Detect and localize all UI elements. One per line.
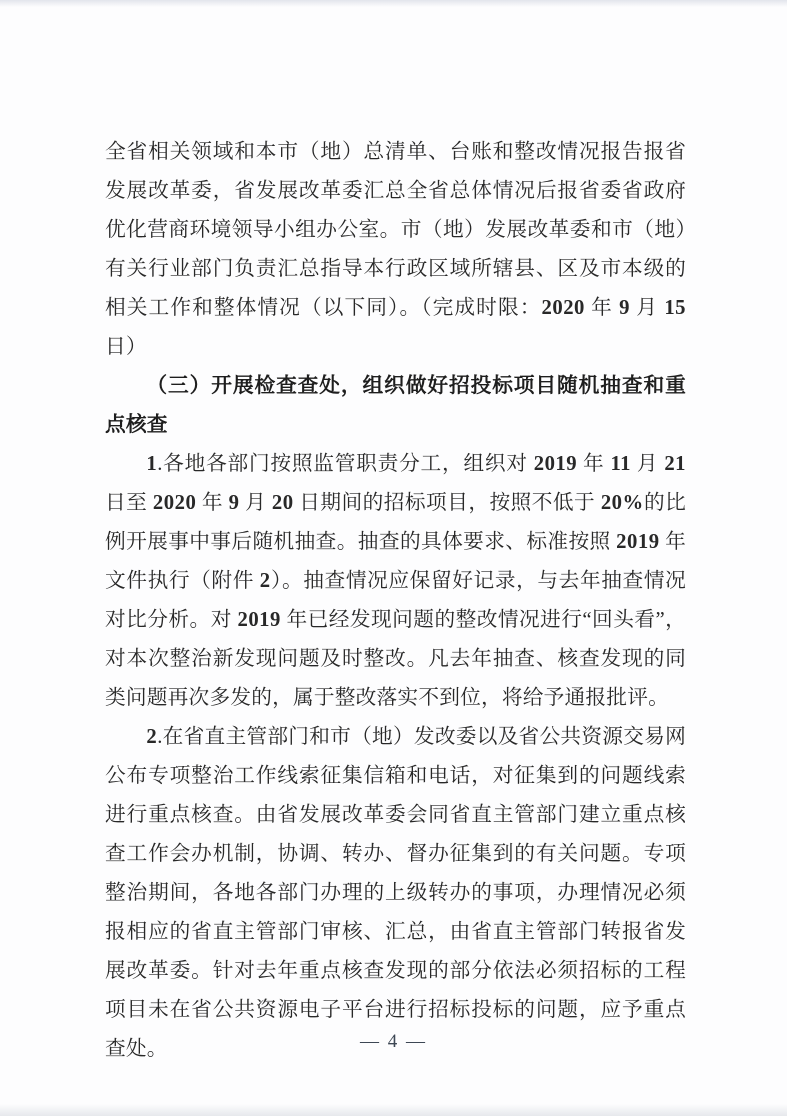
paragraph-continuation: 全省相关领域和本市（地）总清单、台账和整改情况报告报省发展改革委，省发展改革委汇总全省总体情况后报省委省政府优化营商环境领导小组办公室。市（地）发展改革委和市（地）有关行业部门负责汇总指导本行政区域所辖县、区及市本级的相关工作和整体情况（以下同）。（完成时限：2020 年 9 月 15 日） — [105, 141, 686, 358]
document-body — [105, 133, 686, 1069]
section-heading: （三）开展检查查处，组织做好招投标项目随机抽查和重点核查 — [105, 375, 686, 436]
scan-edge-top — [0, 0, 787, 7]
scan-edge-bottom — [0, 1104, 787, 1116]
page-number: — 4 — — [360, 1031, 427, 1052]
paragraph-item-2: 2.在省直主管部门和市（地）发改委以及省公共资源交易网公布专项整治工作线索征集信箱和电话，对征集到的问题线索进行重点核查。由省发展改革委会同省直主管部门建立重点核查工作会办机制，协调、转办、督办征集到的有关问题。专项整治期间，各地各部门办理的上级转办的事项，办理情况必须报相应的省直主管部门审核、汇总，由省直主管部门转报省发展改革委。针对去年重点核查发现的部分依法必须招标的工程项目未在省公共资源电子平台进行招标投标的问题，应予重点查处。 — [105, 726, 686, 1060]
paragraph-item-1: 1.各地各部门按照监管职责分工，组织对 2019 年 11 月 21 日至 2020 年 9 月 20 日期间的招标项目，按照不低于 20%的比例开展事中事后随机抽查。抽查的具体要求、标准按照 2019 年文件执行（附件 2）。抽查情况应保留好记录，与去年抽查情况对比分析。对 2019 年已经发现问题的整改情况进行“回头看”，对本次整治新发现问题及时整改。凡去年抽查、核查发现的同类问题再次多发的，属于整改落实不到位，将给予通报批评。 — [105, 453, 686, 709]
